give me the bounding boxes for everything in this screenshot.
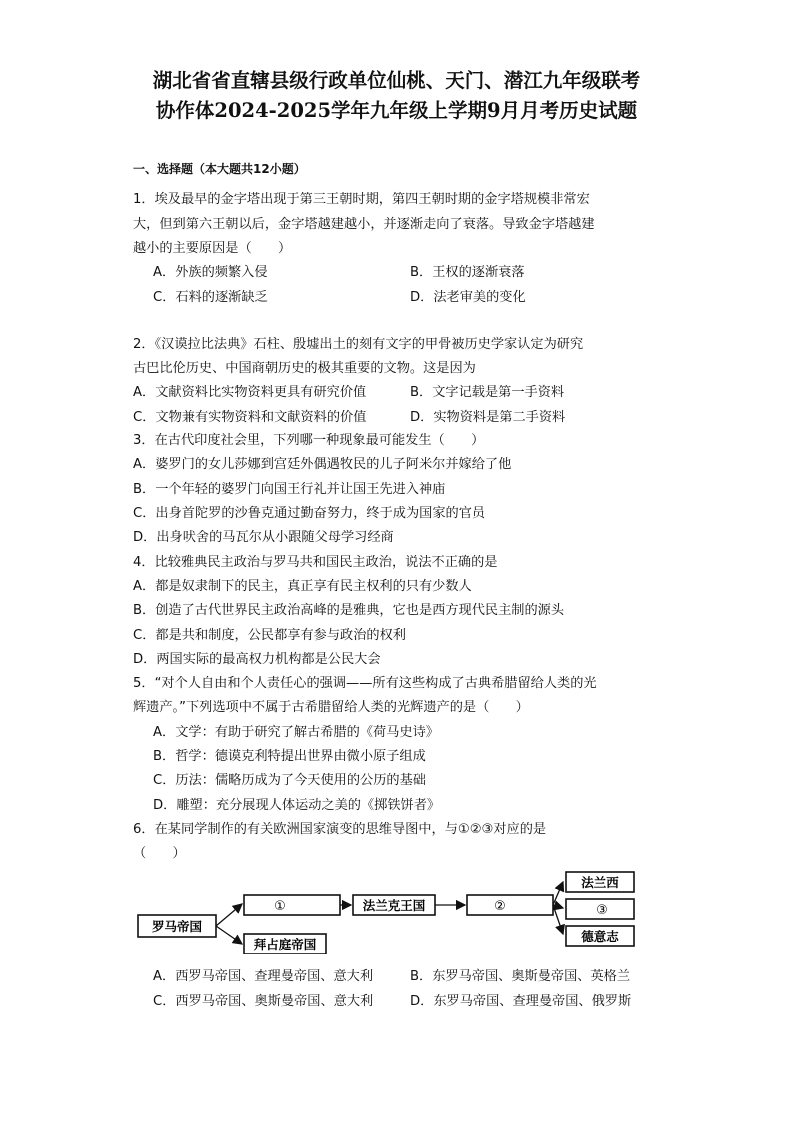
map-node-blank-1-label: ① bbox=[274, 899, 286, 914]
q6-option-b: B．东罗马帝国、奥斯曼帝国、英格兰 bbox=[410, 969, 631, 984]
q5-stem-line2: 辉遗产。”下列选项中不属于古希腊留给人类的光辉遗产的是（ ） bbox=[133, 700, 529, 715]
q5-stem-line1: 5．“对个人自由和个人责任心的强调——所有这些构成了古典希腊留给人类的光 bbox=[133, 676, 597, 691]
q1-option-a: A．外族的频繁入侵 bbox=[153, 265, 268, 280]
q4-option-c: C．都是共和制度，公民都享有参与政治的权利 bbox=[133, 628, 406, 643]
map-node-blank-3-label: ③ bbox=[596, 903, 608, 918]
map-node-germany-label: 德意志 bbox=[581, 929, 619, 944]
q3-option-a: A．婆罗门的女儿莎娜到宫廷外偶遇牧民的儿子阿米尔并嫁给了他 bbox=[133, 457, 512, 472]
q4-option-b: B．创造了古代世界民主政治高峰的是雅典，它也是西方现代民主制的源头 bbox=[133, 603, 565, 618]
q1-stem-line3: 越小的主要原因是（ ） bbox=[133, 241, 292, 256]
map-connector bbox=[553, 882, 563, 905]
map-node-blank-2-label: ② bbox=[494, 899, 506, 914]
q6-stem: 6．在某同学制作的有关欧洲国家演变的思维导图中，与①②③对应的是 bbox=[133, 822, 547, 837]
q1-option-c: C．石料的逐渐缺乏 bbox=[153, 290, 268, 305]
map-connector bbox=[553, 905, 563, 934]
q2-option-b: B．文字记载是第一手资料 bbox=[410, 385, 565, 400]
q2-stem-line2: 古巴比伦历史、中国商朝历史的极其重要的文物。这是因为 bbox=[133, 361, 476, 376]
q4-option-a: A．都是奴隶制下的民主，真正享有民主权利的只有少数人 bbox=[133, 579, 472, 594]
exam-title-line2: 协作体2024-2025学年九年级上学期9月月考历史试题 bbox=[155, 99, 638, 122]
q2-option-c: C．文物兼有实物资料和文献资料的价值 bbox=[133, 410, 367, 425]
map-connector bbox=[216, 926, 242, 944]
map-node-byzantine-label: 拜占庭帝国 bbox=[253, 937, 317, 952]
map-node-frankish-kingdom-label: 法兰克王国 bbox=[362, 898, 426, 913]
q6-option-c: C．西罗马帝国、奥斯曼帝国、意大利 bbox=[153, 994, 374, 1009]
q1-option-b: B．王权的逐渐衰落 bbox=[410, 265, 525, 280]
q6-answer-paren: （ ） bbox=[133, 846, 186, 861]
q3-option-b: B．一个年轻的婆罗门向国王行礼并让国王先进入神庙 bbox=[133, 482, 446, 497]
q5-option-d: D．雕塑：充分展现人体运动之美的《掷铁饼者》 bbox=[153, 798, 441, 813]
q5-option-b: B．哲学：德谟克利特提出世界由微小原子组成 bbox=[153, 749, 426, 764]
q5-option-a: A．文学：有助于研究了解古希腊的《荷马史诗》 bbox=[153, 725, 439, 740]
q5-option-c: C．历法：儒略历成为了今天使用的公历的基础 bbox=[153, 773, 426, 788]
q3-option-c: C．出身首陀罗的沙鲁克通过勤奋努力，终于成为国家的官员 bbox=[133, 506, 486, 521]
map-node-blank-2 bbox=[467, 895, 553, 915]
q4-stem: 4．比较雅典民主政治与罗马共和国民主政治，说法不正确的是 bbox=[133, 555, 498, 570]
q2-option-d: D．实物资料是第二手资料 bbox=[410, 410, 566, 425]
section-heading: 一、选择题（本大题共12小题） bbox=[133, 162, 306, 176]
q1-stem-line2: 大，但到第六王朝以后，金字塔越建越小，并逐渐走向了衰落。导致金字塔越建 bbox=[133, 217, 595, 232]
q4-option-d: D．两国实际的最高权力机构都是公民大会 bbox=[133, 652, 381, 667]
q6-option-a: A．西罗马帝国、查理曼帝国、意大利 bbox=[153, 969, 374, 984]
q2-option-a: A．文献资料比实物资料更具有研究价值 bbox=[133, 385, 367, 400]
q6-option-d: D．东罗马帝国、查理曼帝国、俄罗斯 bbox=[410, 994, 632, 1009]
q1-option-d: D．法老审美的变化 bbox=[410, 290, 526, 305]
q3-stem: 3．在古代印度社会里，下列哪一种现象最可能发生（ ） bbox=[133, 433, 485, 448]
q6-mind-map bbox=[130, 862, 650, 954]
map-node-root-label: 罗马帝国 bbox=[151, 919, 203, 934]
q2-stem-line1: 2．《汉谟拉比法典》石柱、殷墟出土的刻有文字的甲骨被历史学家认定为研究 bbox=[133, 337, 584, 352]
map-node-blank-1 bbox=[244, 895, 340, 915]
exam-title-line1: 湖北省省直辖县级行政单位仙桃、天门、潜江九年级联考 bbox=[152, 69, 641, 92]
map-connector bbox=[216, 904, 242, 926]
map-node-france-label: 法兰西 bbox=[581, 875, 619, 890]
q3-option-d: D．出身吠舍的马瓦尔从小跟随父母学习经商 bbox=[133, 530, 394, 545]
q1-stem-line1: 1．埃及最早的金字塔出现于第三王朝时期，第四王朝时期的金字塔规模非常宏 bbox=[133, 192, 590, 207]
